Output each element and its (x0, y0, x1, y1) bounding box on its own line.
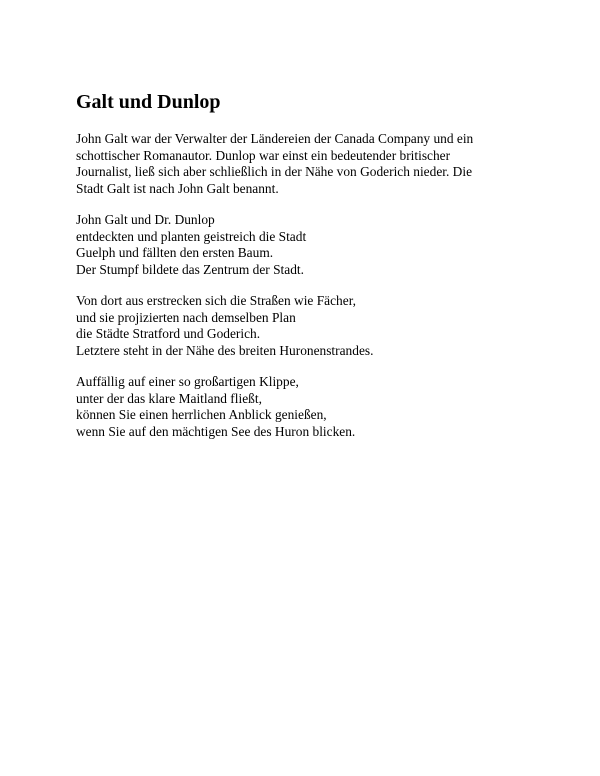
verse-line: entdeckten und planten geistreich die Stadt (76, 228, 307, 244)
verse-line: Guelph und fällten den ersten Baum. (76, 245, 274, 260)
document-title: Galt und Dunlop (76, 91, 221, 113)
verse-line: Der Stumpf bildete das Zentrum der Stadt. (76, 261, 304, 277)
stanza-2 (76, 293, 536, 359)
verse-line: Auffällig auf einer so großartigen Klippe, (76, 374, 299, 389)
verse-line: die Städte Stratford und Goderich. (76, 326, 261, 341)
verse-line: Letztere steht in der Nähe des breiten Huronenstrandes. (76, 342, 374, 358)
stanza-3 (76, 374, 536, 440)
stanza-1 (76, 212, 536, 278)
paragraph-intro (76, 131, 536, 197)
verse-line: unter der das klare Maitland fließt, (76, 390, 262, 406)
verse-line: und sie projizierten nach demselben Plan (76, 309, 296, 325)
verse-line: können Sie einen herrlichen Anblick genießen, (76, 407, 327, 422)
verse-line: wenn Sie auf den mächtigen See des Huron blicken. (76, 423, 356, 439)
text-line: schottischer Romanautor. Dunlop war einst ein bedeutender britischer (76, 147, 451, 163)
text-line: Stadt Galt ist nach John Galt benannt. (76, 180, 279, 196)
verse-line: John Galt und Dr. Dunlop (76, 212, 215, 227)
document-body (76, 88, 536, 455)
text-line: Journalist, ließ sich aber schließlich in der Nähe von Goderich nieder. Die (76, 164, 473, 179)
text-line: John Galt war der Verwalter der Ländereien der Canada Company und ein (76, 131, 474, 146)
verse-line: Von dort aus erstrecken sich die Straßen wie Fächer, (76, 293, 356, 308)
